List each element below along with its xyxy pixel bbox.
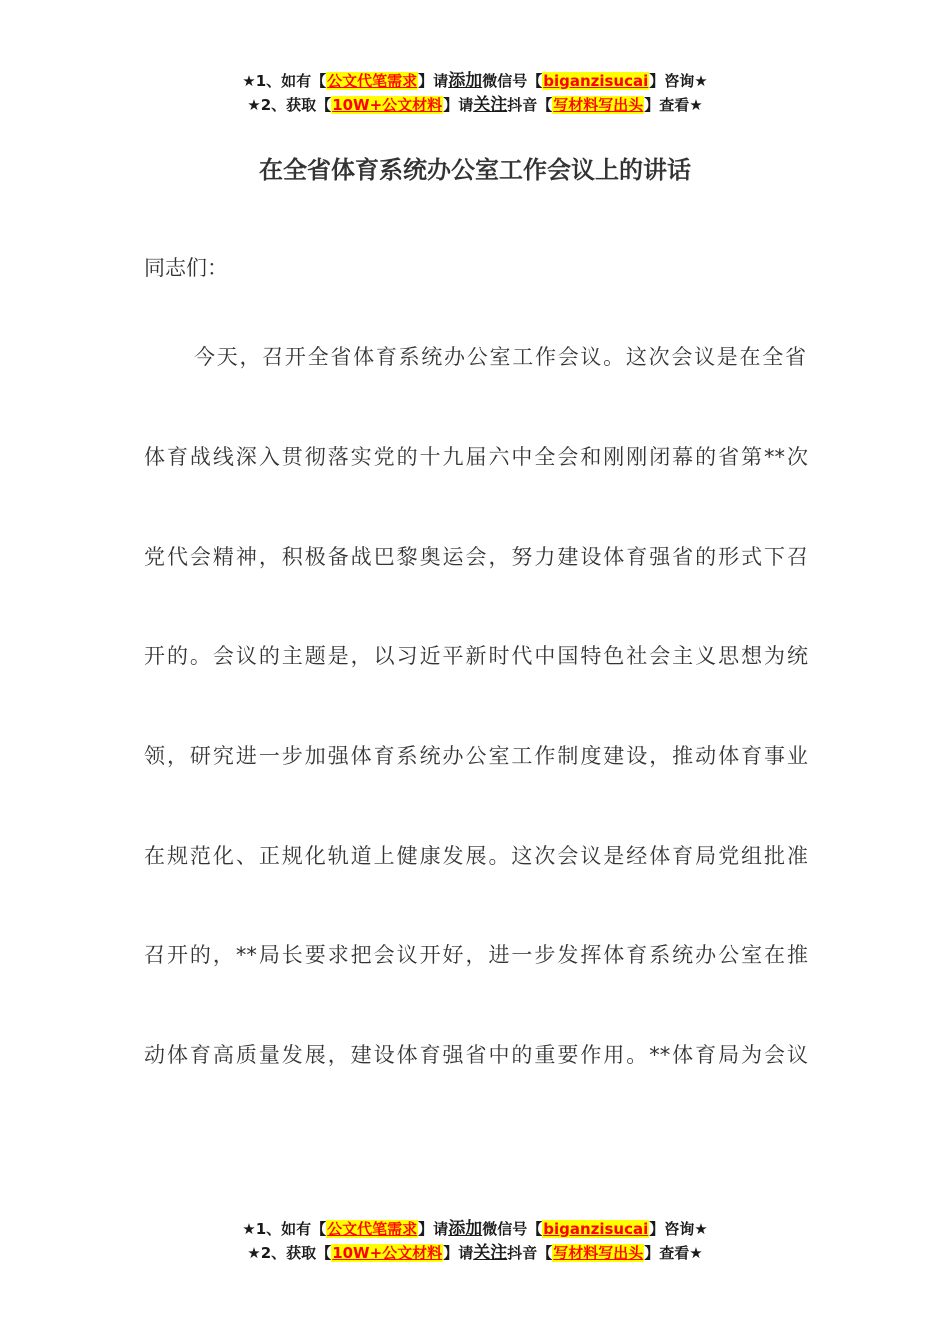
banner-emphasis: 关注 — [473, 1243, 508, 1263]
body-line: 动体育高质量发展，建设体育强省中的重要作用。**体育局为会议 — [144, 1043, 808, 1067]
banner-text: 】请 — [443, 1244, 474, 1262]
banner-emphasis: 关注 — [473, 95, 508, 115]
body-line: 党代会精神，积极备战巴黎奥运会，努力建设体育强省的形式下召 — [144, 545, 808, 569]
salutation: 同志们： — [144, 256, 228, 280]
banner-text: ★1、如有【 — [242, 1220, 327, 1238]
banner-highlight: 10W+公文材料 — [332, 96, 443, 114]
banner-text: ★2、获取【 — [247, 96, 332, 114]
banner-line-2 — [0, 93, 950, 117]
footer-banner — [0, 1217, 950, 1265]
banner-text: 】咨询★ — [649, 1220, 708, 1238]
banner-line-1 — [0, 69, 950, 93]
banner-douyin-id: 写材料写出头 — [553, 1244, 644, 1262]
body-line: 领，研究进一步加强体育系统办公室工作制度建设，推动体育事业 — [144, 744, 808, 768]
body-line: 体育战线深入贯彻落实党的十九届六中全会和刚刚闭幕的省第**次 — [144, 445, 808, 469]
banner-highlight: 公文代笔需求 — [327, 72, 418, 90]
banner-wechat-id: biganzisucai — [543, 72, 649, 90]
body-line: 召开的，**局长要求把会议开好，进一步发挥体育系统办公室在推 — [144, 943, 808, 967]
banner-text: 】请 — [443, 96, 474, 114]
banner-highlight: 10W+公文材料 — [332, 1244, 443, 1262]
banner-text: 】查看★ — [644, 1244, 703, 1262]
document-title: 在全省体育系统办公室工作会议上的讲话 — [259, 156, 691, 184]
body-line: 今天，召开全省体育系统办公室工作会议。这次会议是在全省 — [194, 345, 806, 369]
banner-text: 微信号【 — [482, 72, 543, 90]
banner-text: 】请 — [418, 1220, 449, 1238]
banner-douyin-id: 写材料写出头 — [553, 96, 644, 114]
banner-text: ★2、获取【 — [247, 1244, 332, 1262]
banner-text: 微信号【 — [482, 1220, 543, 1238]
banner-text: 】请 — [418, 72, 449, 90]
header-banner — [0, 69, 950, 117]
banner-wechat-id: biganzisucai — [543, 1220, 649, 1238]
banner-text: ★1、如有【 — [242, 72, 327, 90]
body-line: 在规范化、正规化轨道上健康发展。这次会议是经体育局党组批准 — [144, 844, 808, 868]
banner-text: 】查看★ — [644, 96, 703, 114]
body-line: 开的。会议的主题是，以习近平新时代中国特色社会主义思想为统 — [144, 644, 808, 668]
banner-text: 抖音【 — [507, 96, 553, 114]
banner-line-2 — [0, 1241, 950, 1265]
banner-emphasis: 添加 — [448, 71, 483, 91]
banner-text: 】咨询★ — [649, 72, 708, 90]
banner-emphasis: 添加 — [448, 1219, 483, 1239]
banner-line-1 — [0, 1217, 950, 1241]
banner-highlight: 公文代笔需求 — [327, 1220, 418, 1238]
banner-text: 抖音【 — [507, 1244, 553, 1262]
